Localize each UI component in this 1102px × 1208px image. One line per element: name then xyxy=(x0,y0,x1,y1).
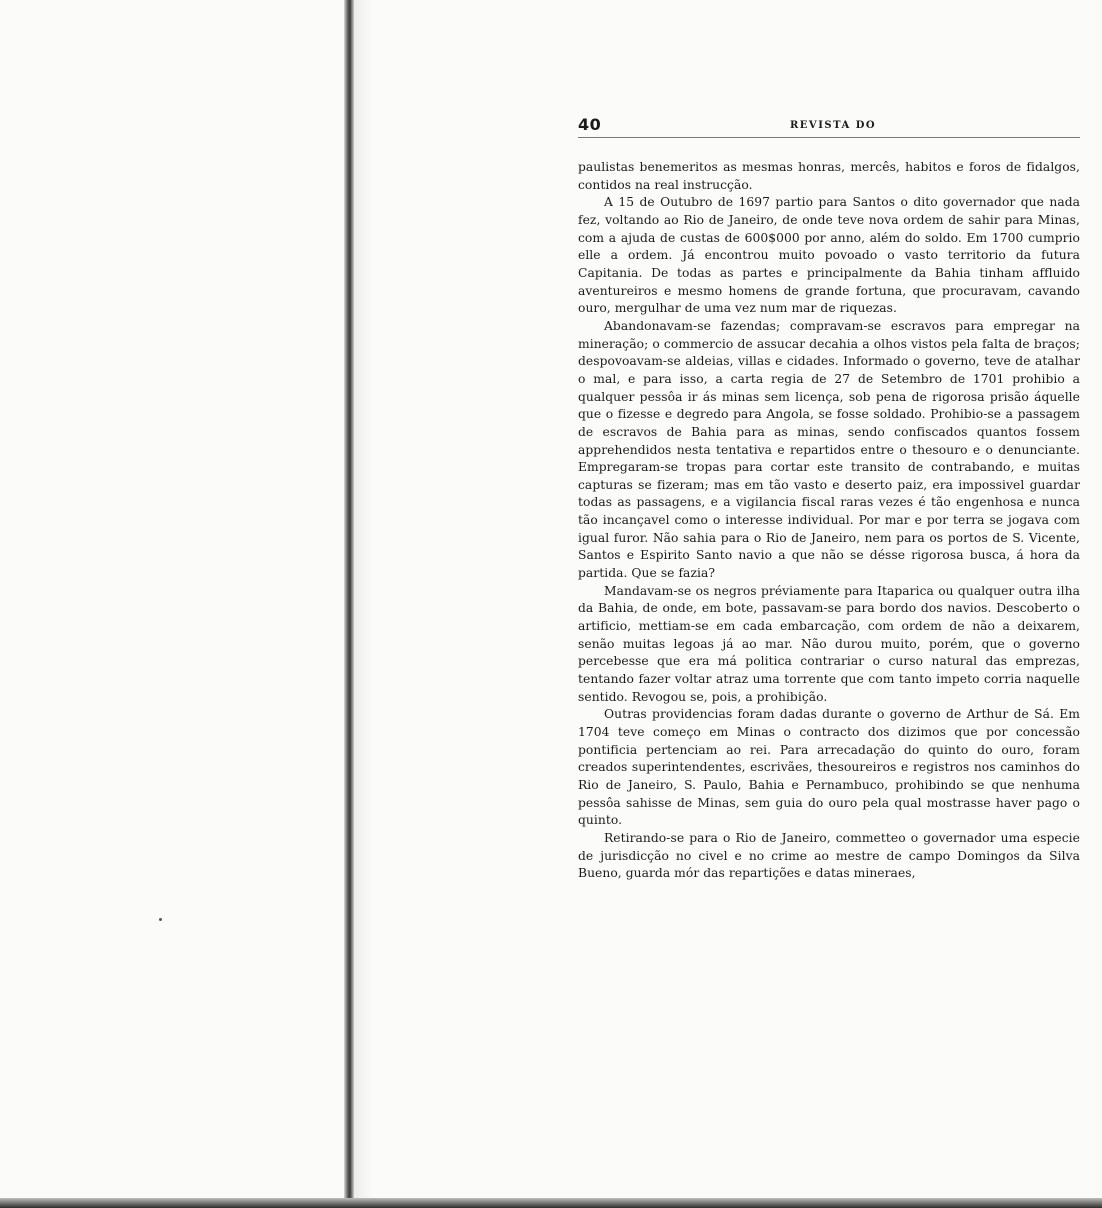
page-number: 40 xyxy=(578,115,602,134)
gutter-shadow xyxy=(354,0,372,1200)
page-bottom-edge xyxy=(0,1198,1102,1208)
paragraph-5: Outras providencias foram dadas durante o governo de Arthur de Sá. Em 1704 teve começo em Minas o contracto dos dizimos que por concessão pontificia pertenciam ao rei. Para arrecadação do quinto do ouro, foram creados superintendentes, escrivães, thesoureiros e registros nos caminhos do Rio de Janeiro, S. Paulo, Bahia e Pernambuco, prohibindo se que nenhuma pessôa sahisse de Minas, sem guia do ouro pela qual mostrasse haver pago o quinto. xyxy=(578,707,1080,828)
paragraph-3: Abandonavam-se fazendas; compravam-se escravos para empregar na mineração; o commercio de assucar decahia a olhos vistos pela falta de braços; despovoavam-se aldeias, villas e cidades. Informado o governo, teve de atalhar o mal, e para isso, a carta regia de 27 de Setembro de 1701 prohibio a qualquer pessôa ir ás minas sem licença, sob pena de rigorosa prisão áquelle que o fizesse e degredo para Angola, se fosse soldado. Prohibio-se a passagem de escravos de Bahia para as minas, sendo confiscados quantos fossem apprehendidos nesta tentativa e repartidos entre o thesouro e o denunciante. Empregaram-se tropas para cortar este transito de contrabando, e muitas capturas se fizeram; mas em tão vasto e deserto paiz, era impossivel guardar todas as passagens, e a vigilancia fiscal raras vezes é tão engenhosa e nunca tão incançavel como o interesse individual. Por mar e por terra se jogava com igual furor. Não sahia para o Rio de Janeiro, nem para os portos de S. Vicente, Santos e Espirito Santo navio a que não se désse rigorosa busca, á hora da partida. Que se fazia? xyxy=(578,318,1080,581)
paragraph-4: Mandavam-se os negros préviamente para Itaparica ou qualquer outra ilha da Bahia, de onde, em bote, passavam-se para bordo dos navios. Descoberto o artificio, mettiam-se em cada embarcação, com ordem de não a deixarem, senão muitas legoas já ao mar. Não durou muito, porém, que o governo percebesse que era má politica contrariar o curso natural das emprezas, tentando fazer voltar atraz uma torrente que com tanto impeto corria naquelle sentido. Revogou se, pois, a prohibição. xyxy=(578,583,1080,704)
body-text xyxy=(578,159,1080,883)
paragraph-2: A 15 de Outubro de 1697 partio para Santos o dito governador que nada fez, voltando ao Rio de Janeiro, de onde teve nova ordem de sahir para Minas, com a ajuda de custas de 600$000 por anno, além do soldo. Em 1700 cumprio elle a ordem. Já encontrou muito povoado o vasto territorio da futura Capitania. De todas as partes e principalmente da Bahia tinham affluido aventureiros e mesmo homens de grande fortuna, que procuravam, cavando ouro, mergulhar de uma vez num mar de riquezas. xyxy=(578,195,1080,316)
page-header xyxy=(578,115,1080,138)
paragraph-6: Retirando-se para o Rio de Janeiro, commetteo o governador uma especie de jurisdicção no civel e no crime ao mestre de campo Domingos da Silva Bueno, guarda mór das repartições e datas mineraes, xyxy=(578,830,1080,881)
paragraph-1: paulistas benemeritos as mesmas honras, mercês, habitos e foros de fidalgos, contidos na real instrucção. xyxy=(578,160,1080,192)
book-gutter xyxy=(344,0,354,1200)
speck-mark xyxy=(159,918,162,921)
running-head: REVISTA DO xyxy=(790,120,877,131)
